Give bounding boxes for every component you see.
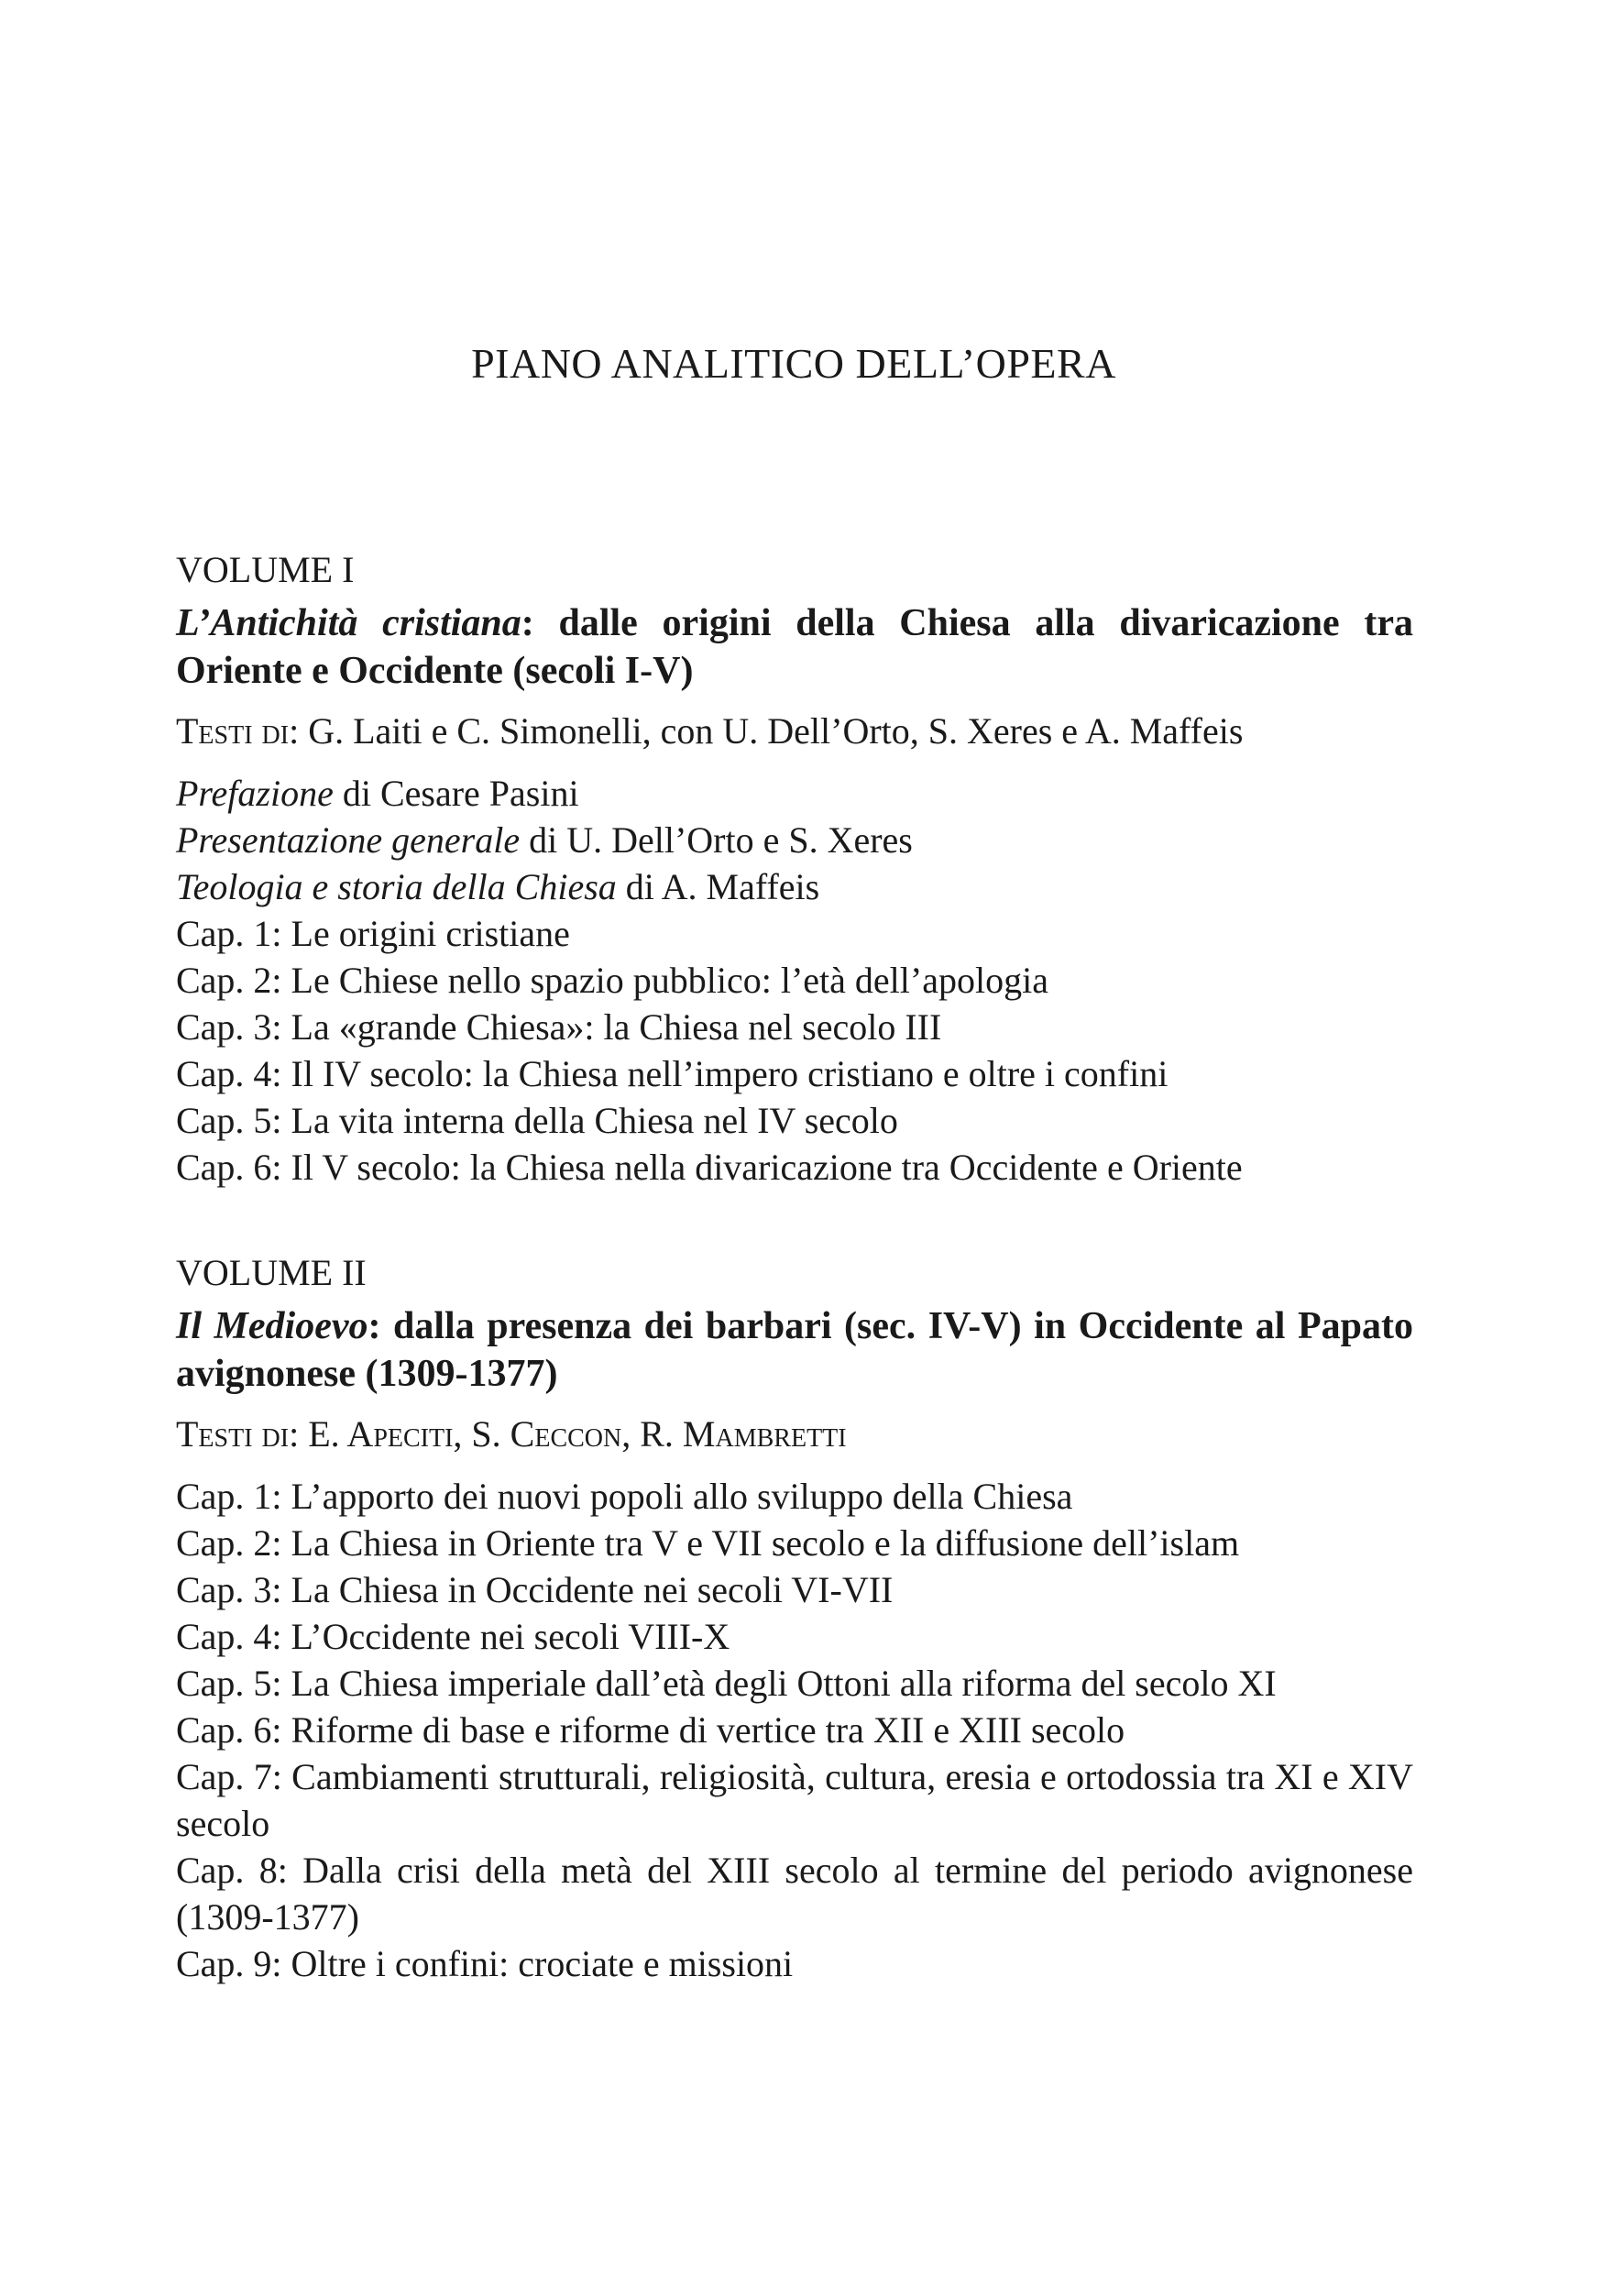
chapter-item: Cap. 6: Il V secolo: la Chiesa nella divaricazione tra Occidente e Oriente xyxy=(176,1147,1243,1188)
front-matter-author: di A. Maffeis xyxy=(616,866,820,907)
front-matter-title: Prefazione xyxy=(176,773,334,814)
chapter-item: Cap. 2: Le Chiese nello spazio pubblico: l’età dell’apologia xyxy=(176,960,1048,1001)
front-matter-title: Teologia e storia della Chiesa xyxy=(176,866,617,907)
chapter-item: Cap. 2: La Chiesa in Oriente tra V e VII secolo e la diffusione dell’islam xyxy=(176,1522,1240,1564)
volume-contents-list xyxy=(176,1473,1413,1987)
chapter-item: Cap. 9: Oltre i confini: crociate e missioni xyxy=(176,1943,794,1984)
volume-heading xyxy=(176,1302,1413,1398)
volume-heading-italic: Il Medioevo xyxy=(176,1305,368,1347)
page-title: PIANO ANALITICO DELL’OPERA xyxy=(471,340,1116,387)
front-matter-item xyxy=(176,770,1413,817)
chapter-item: Cap. 1: Le origini cristiane xyxy=(176,913,570,954)
volume-heading xyxy=(176,599,1413,695)
chapter-item: Cap. 5: La Chiesa imperiale dall’età degli Ottoni alla riforma del secolo XI xyxy=(176,1663,1277,1704)
chapter-item: Cap. 3: La Chiesa in Occidente nei secoli VI-VII xyxy=(176,1569,894,1610)
chapter-item: Cap. 7: Cambiamenti strutturali, religiosità, cultura, eresia e ortodossia tra XI e XIV secolo xyxy=(176,1756,1413,1844)
authors-names: : E. Apeciti, S. Ceccon, R. Mambretti xyxy=(289,1413,847,1455)
volume-heading-rest: : dalla presenza dei barbari (sec. IV-V) in Occidente al Papato avignonese (1309-1377) xyxy=(176,1305,1414,1395)
chapter-item: Cap. 5: La vita interna della Chiesa nel IV secolo xyxy=(176,1100,898,1141)
volume-heading-italic: L’Antichità cristiana xyxy=(176,602,521,644)
volume-1-section xyxy=(176,546,1413,1191)
chapter-item: Cap. 1: L’apporto dei nuovi popoli allo sviluppo della Chiesa xyxy=(176,1476,1073,1517)
chapter-item: Cap. 6: Riforme di base e riforme di vertice tra XII e XIII secolo xyxy=(176,1709,1125,1751)
chapter-item: Cap. 4: Il IV secolo: la Chiesa nell’impero cristiano e oltre i confini xyxy=(176,1053,1169,1094)
volume-authors xyxy=(176,1411,1413,1458)
volume-label: VOLUME II xyxy=(176,1252,367,1293)
chapter-item: Cap. 8: Dalla crisi della metà del XIII secolo al termine del periodo avignonese (1309-1377) xyxy=(176,1850,1413,1938)
authors-names: : G. Laiti e C. Simonelli, con U. Dell’Orto, S. Xeres e A. Maffeis xyxy=(289,710,1244,752)
front-matter-title: Presentazione generale xyxy=(176,819,521,861)
front-matter-author: di U. Dell’Orto e S. Xeres xyxy=(520,819,913,861)
volume-2-section xyxy=(176,1249,1413,1987)
authors-prefix: Testi di xyxy=(176,710,290,752)
volume-contents-list xyxy=(176,770,1413,1191)
chapter-item: Cap. 4: L’Occidente nei secoli VIII-X xyxy=(176,1616,730,1657)
front-matter-author: di Cesare Pasini xyxy=(333,773,579,814)
authors-prefix: Testi di xyxy=(176,1413,290,1455)
volume-authors xyxy=(176,708,1413,755)
front-matter-item xyxy=(176,817,1413,863)
chapter-item: Cap. 3: La «grande Chiesa»: la Chiesa nel secolo III xyxy=(176,1006,942,1048)
volume-heading-rest: : dalle origini della Chiesa alla divaricazione tra Oriente e Occidente (secoli I-V) xyxy=(176,602,1413,692)
volume-label: VOLUME I xyxy=(176,549,355,590)
front-matter-item xyxy=(176,863,1413,910)
